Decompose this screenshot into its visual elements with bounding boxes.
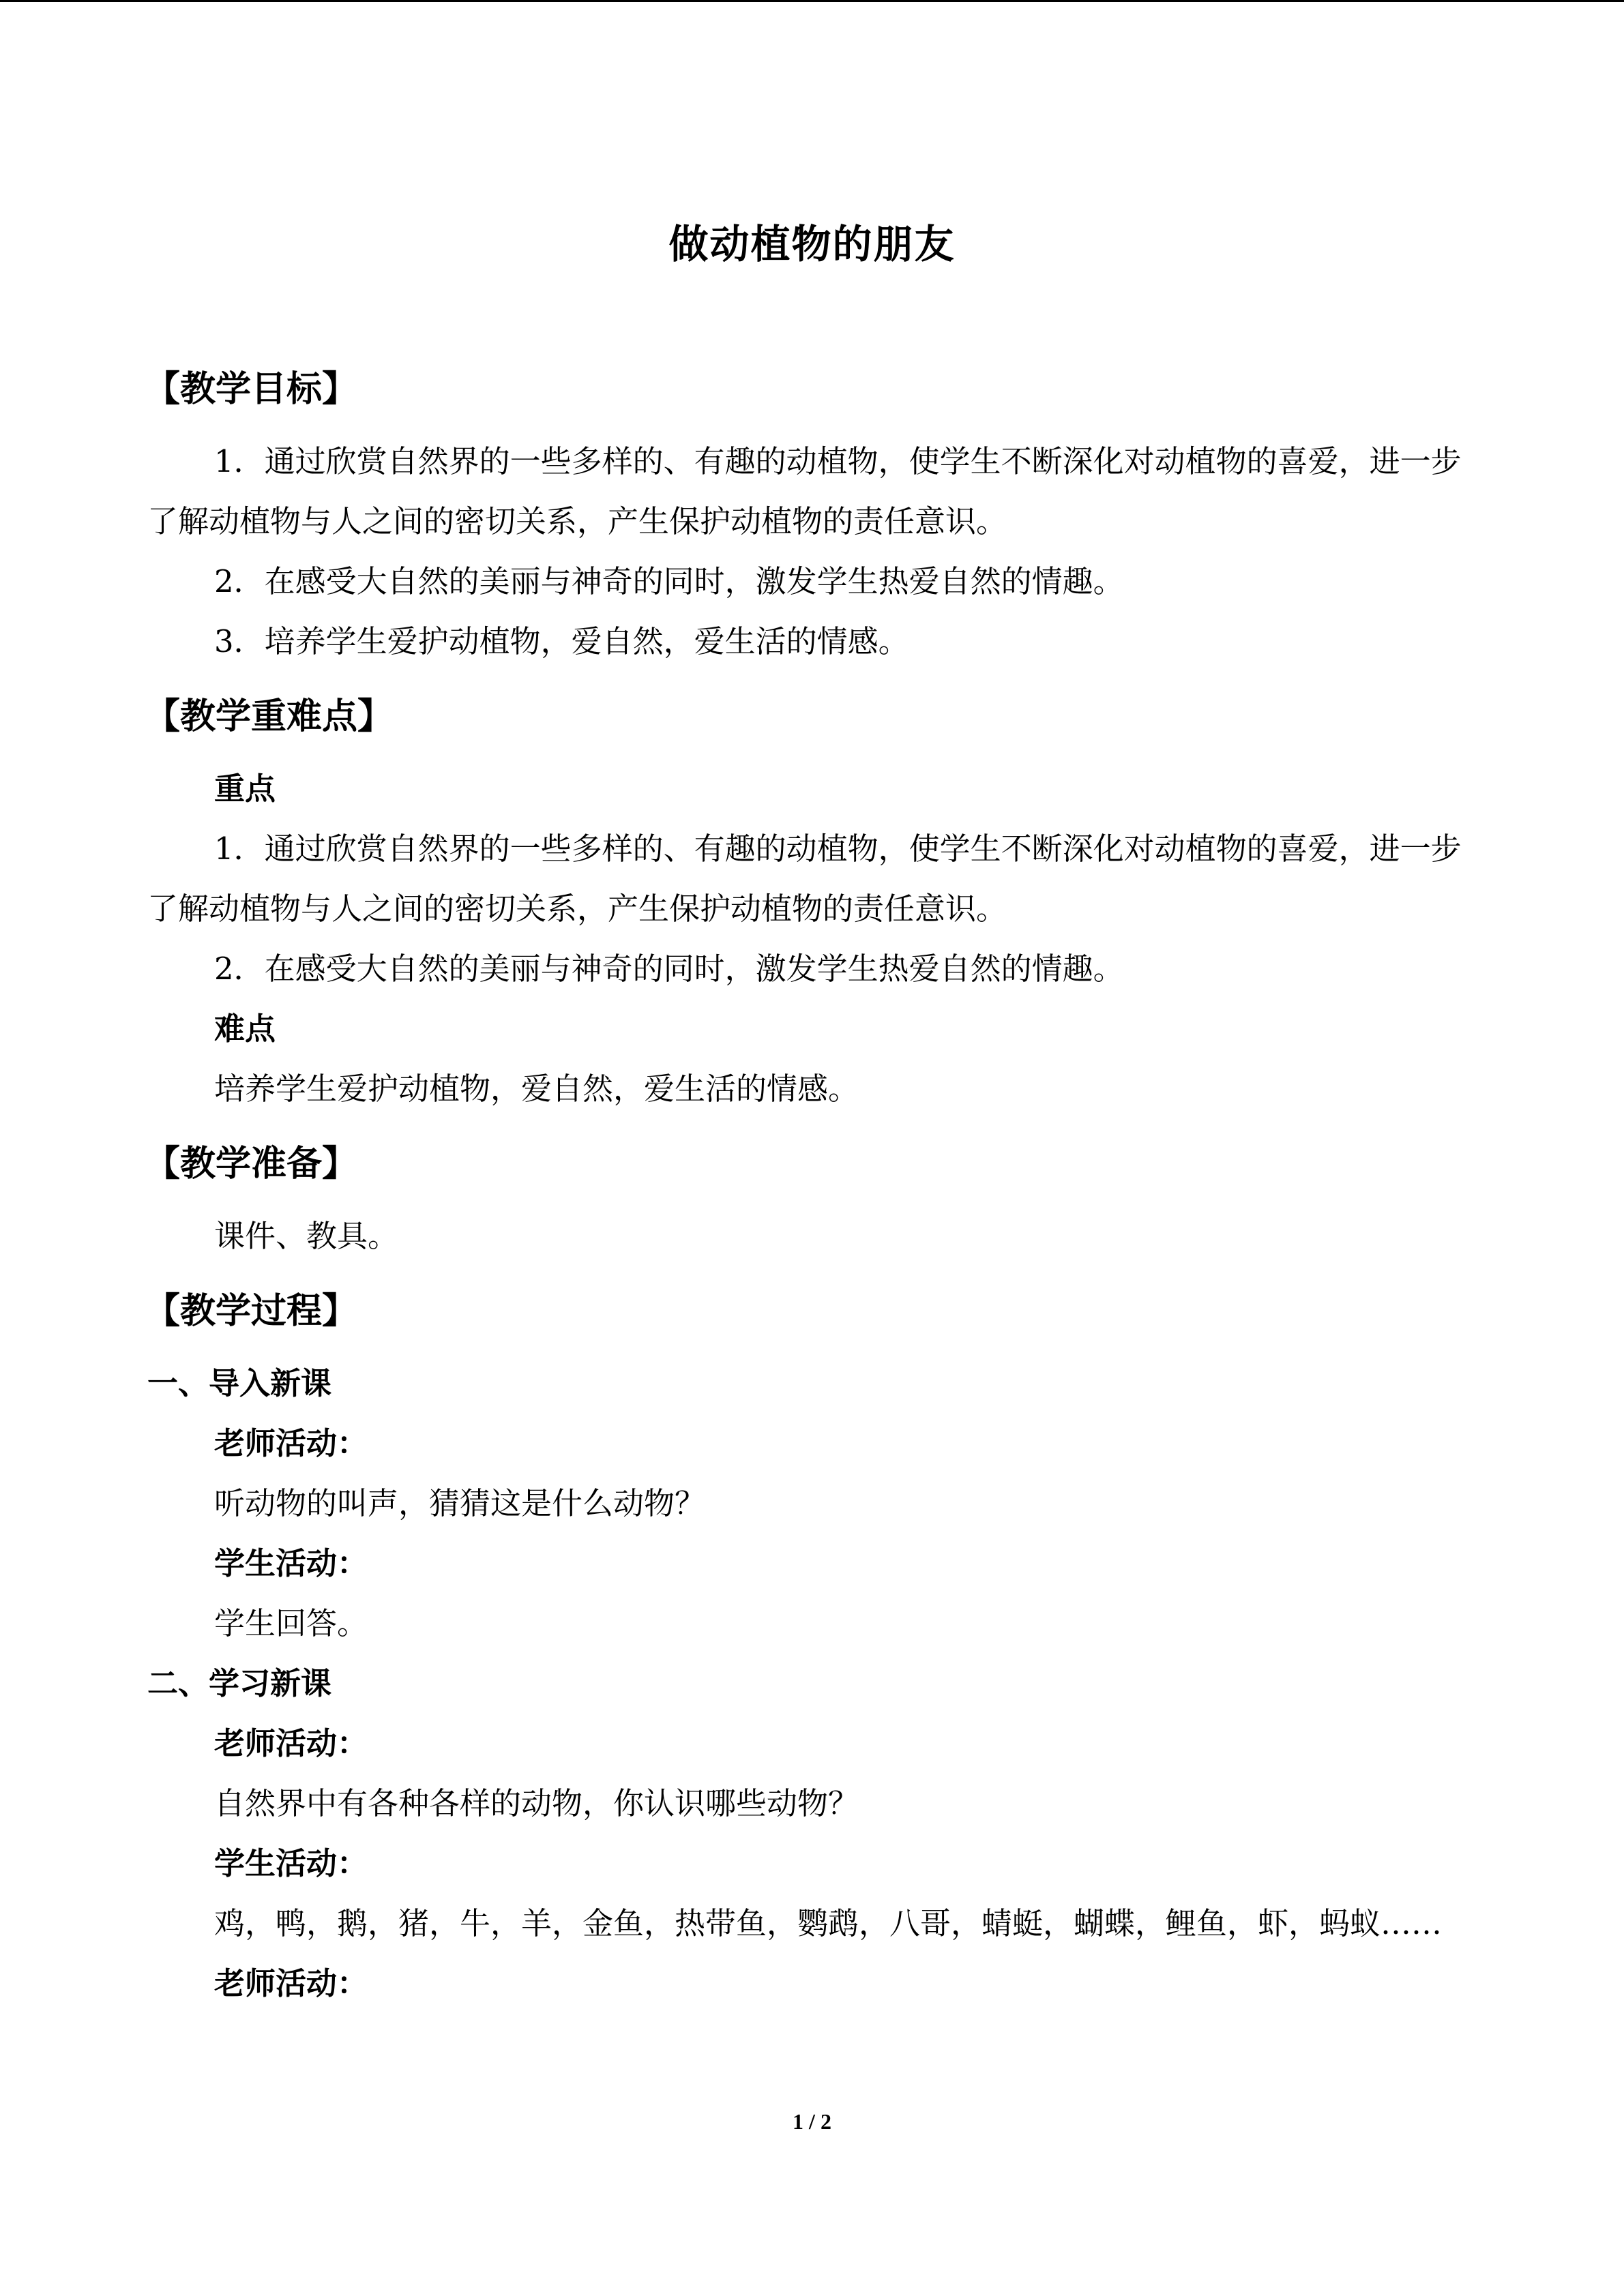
section-heading-process: 【教学过程】 xyxy=(145,1291,358,1332)
difficult-text: 培养学生爱护动植物，爱自然，爱生活的情感。 xyxy=(214,1071,859,1107)
part2-teacher-label-2: 老师活动： xyxy=(214,1965,368,2001)
key-item-2: 2．在感受大自然的美丽与神奇的同时，激发学生热爱自然的情趣。 xyxy=(214,951,1124,987)
part2-teacher-text: 自然界中有各种各样的动物，你认识哪些动物？ xyxy=(214,1785,859,1821)
document-body xyxy=(147,357,1477,2014)
difficult-label: 难点 xyxy=(214,1011,276,1047)
part2-heading: 二、学习新课 xyxy=(147,1665,332,1701)
section-heading-goals: 【教学目标】 xyxy=(145,369,358,410)
part1-teacher-text: 听动物的叫声，猜猜这是什么动物？ xyxy=(214,1485,706,1521)
goal-item-3: 3．培养学生爱护动植物，爱自然，爱生活的情感。 xyxy=(214,623,909,659)
part1-student-text: 学生回答。 xyxy=(214,1605,368,1641)
part2-student-text: 鸡，鸭，鹅，猪，牛，羊，金鱼，热带鱼，鹦鹉，八哥，蜻蜓，蝴蝶，鲤鱼，虾，蚂蚁…… xyxy=(214,1905,1443,1941)
goal-item-1: 1．通过欣赏自然界的一些多样的、有趣的动植物，使学生不断深化对动植物的喜爱，进一步了解动植物与人之间的密切关系，产生保护动植物的责任意识。 xyxy=(147,443,1462,539)
part2-teacher-label: 老师活动： xyxy=(214,1725,368,1761)
prep-text: 课件、教具。 xyxy=(214,1218,399,1254)
key-item-1: 1．通过欣赏自然界的一些多样的、有趣的动植物，使学生不断深化对动植物的喜爱，进一步了解动植物与人之间的密切关系，产生保护动植物的责任意识。 xyxy=(147,831,1462,927)
part1-student-label: 学生活动： xyxy=(214,1545,368,1581)
key-label: 重点 xyxy=(214,771,276,807)
section-heading-prep: 【教学准备】 xyxy=(145,1144,358,1184)
part1-heading: 一、导入新课 xyxy=(147,1365,332,1401)
part1-teacher-label: 老师活动： xyxy=(214,1425,368,1461)
goal-item-2: 2．在感受大自然的美丽与神奇的同时，激发学生热爱自然的情趣。 xyxy=(214,563,1124,599)
document-title: 做动植物的朋友 xyxy=(668,221,956,267)
part2-student-label: 学生活动： xyxy=(214,1845,368,1881)
page-number: 1 / 2 xyxy=(793,2109,831,2134)
section-heading-key-points: 【教学重难点】 xyxy=(145,696,394,737)
